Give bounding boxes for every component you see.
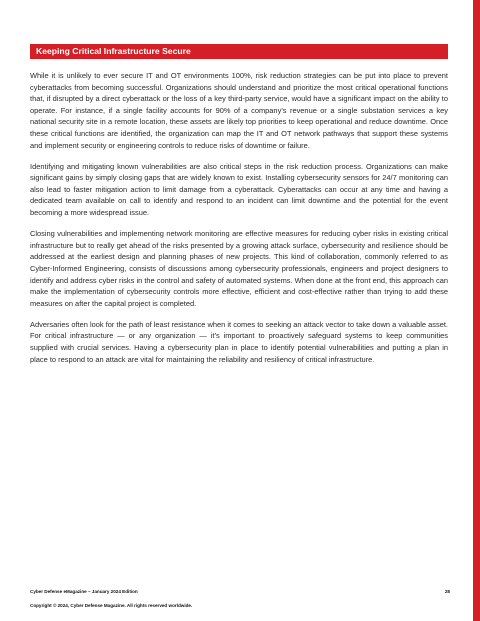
footer-edition: Cyber Defense eMagazine – January 2024 Edition: [30, 589, 138, 594]
paragraph-4: Adversaries often look for the path of least resistance when it comes to seeking an attack vector to take down a valuable asset. For critical infrastructure — or any organization — it’s important to proactively safeguard systems to keep communities supplied with crucial services. Having a cybersecurity plan in place to identify potential vulnerabilities and putting a plan in place to respond to an attack are vital for maintaining the reliability and resiliency of critical infrastructure.: [30, 319, 448, 364]
section-title: Keeping Critical Infrastructure Secure: [36, 46, 191, 56]
paragraph-2: Identifying and mitigating known vulnerabilities are also critical steps in the risk reduction process. Organizations can make significant gains by simply closing gaps that are widely known to exist. Installing cybersecurity sensors for 24/7 monitoring can also lead to faster mitigation action to limit damage from a cyberattack. Cyberattacks can occur at any time and having a dedicated team available on call to identify and respond to an incident can limit downtime and the potential for the event becoming a more widespread issue.: [30, 161, 448, 218]
paragraph-1: While it is unlikely to ever secure IT and OT environments 100%, risk reduction strategies can be put into place to prevent cyberattacks from becoming successful. Organizations should understand and prioritize the most critical operational functions that, if disrupted by a direct cyberattack or the loss of a key third-party service, would have a significant impact on the ability to operate. For instance, if a single facility accounts for 90% of a company’s revenue or a single substation services a key national security site in a remote location, these assets are likely top priorities to keep operational and reduce downtime. Once these critical functions are identified, the organization can map the IT and OT network pathways that support these systems and implement security or engineering controls to reduce risks of downtime or failure.: [30, 71, 448, 150]
section-header-banner: [30, 44, 448, 59]
page-edge-accent-bar: [473, 0, 480, 621]
article-body: [30, 70, 448, 375]
footer-copyright: Copyright © 2024, Cyber Defense Magazine. All rights reserved worldwide.: [30, 603, 193, 608]
page-number: 28: [444, 589, 450, 594]
paragraph-3: Closing vulnerabilities and implementing network monitoring are effective measures for reducing cyber risks in existing critical infrastructure but to really get ahead of the risks presented by a growing attack surface, cybersecurity and resilience should be addressed at the earliest design and planning phases of new projects. This kind of collaboration, commonly referred to as Cyber-Informed Engineering, consists of discussions among cybersecurity professionals, engineers and project designers to identify and address cyber risks in the control and safety of automated systems. When done at the front end, this approach can make the implementation of cybersecurity controls more effective, efficient and cost-effective rather than trying to add these measures on after the capital project is completed.: [30, 229, 448, 308]
